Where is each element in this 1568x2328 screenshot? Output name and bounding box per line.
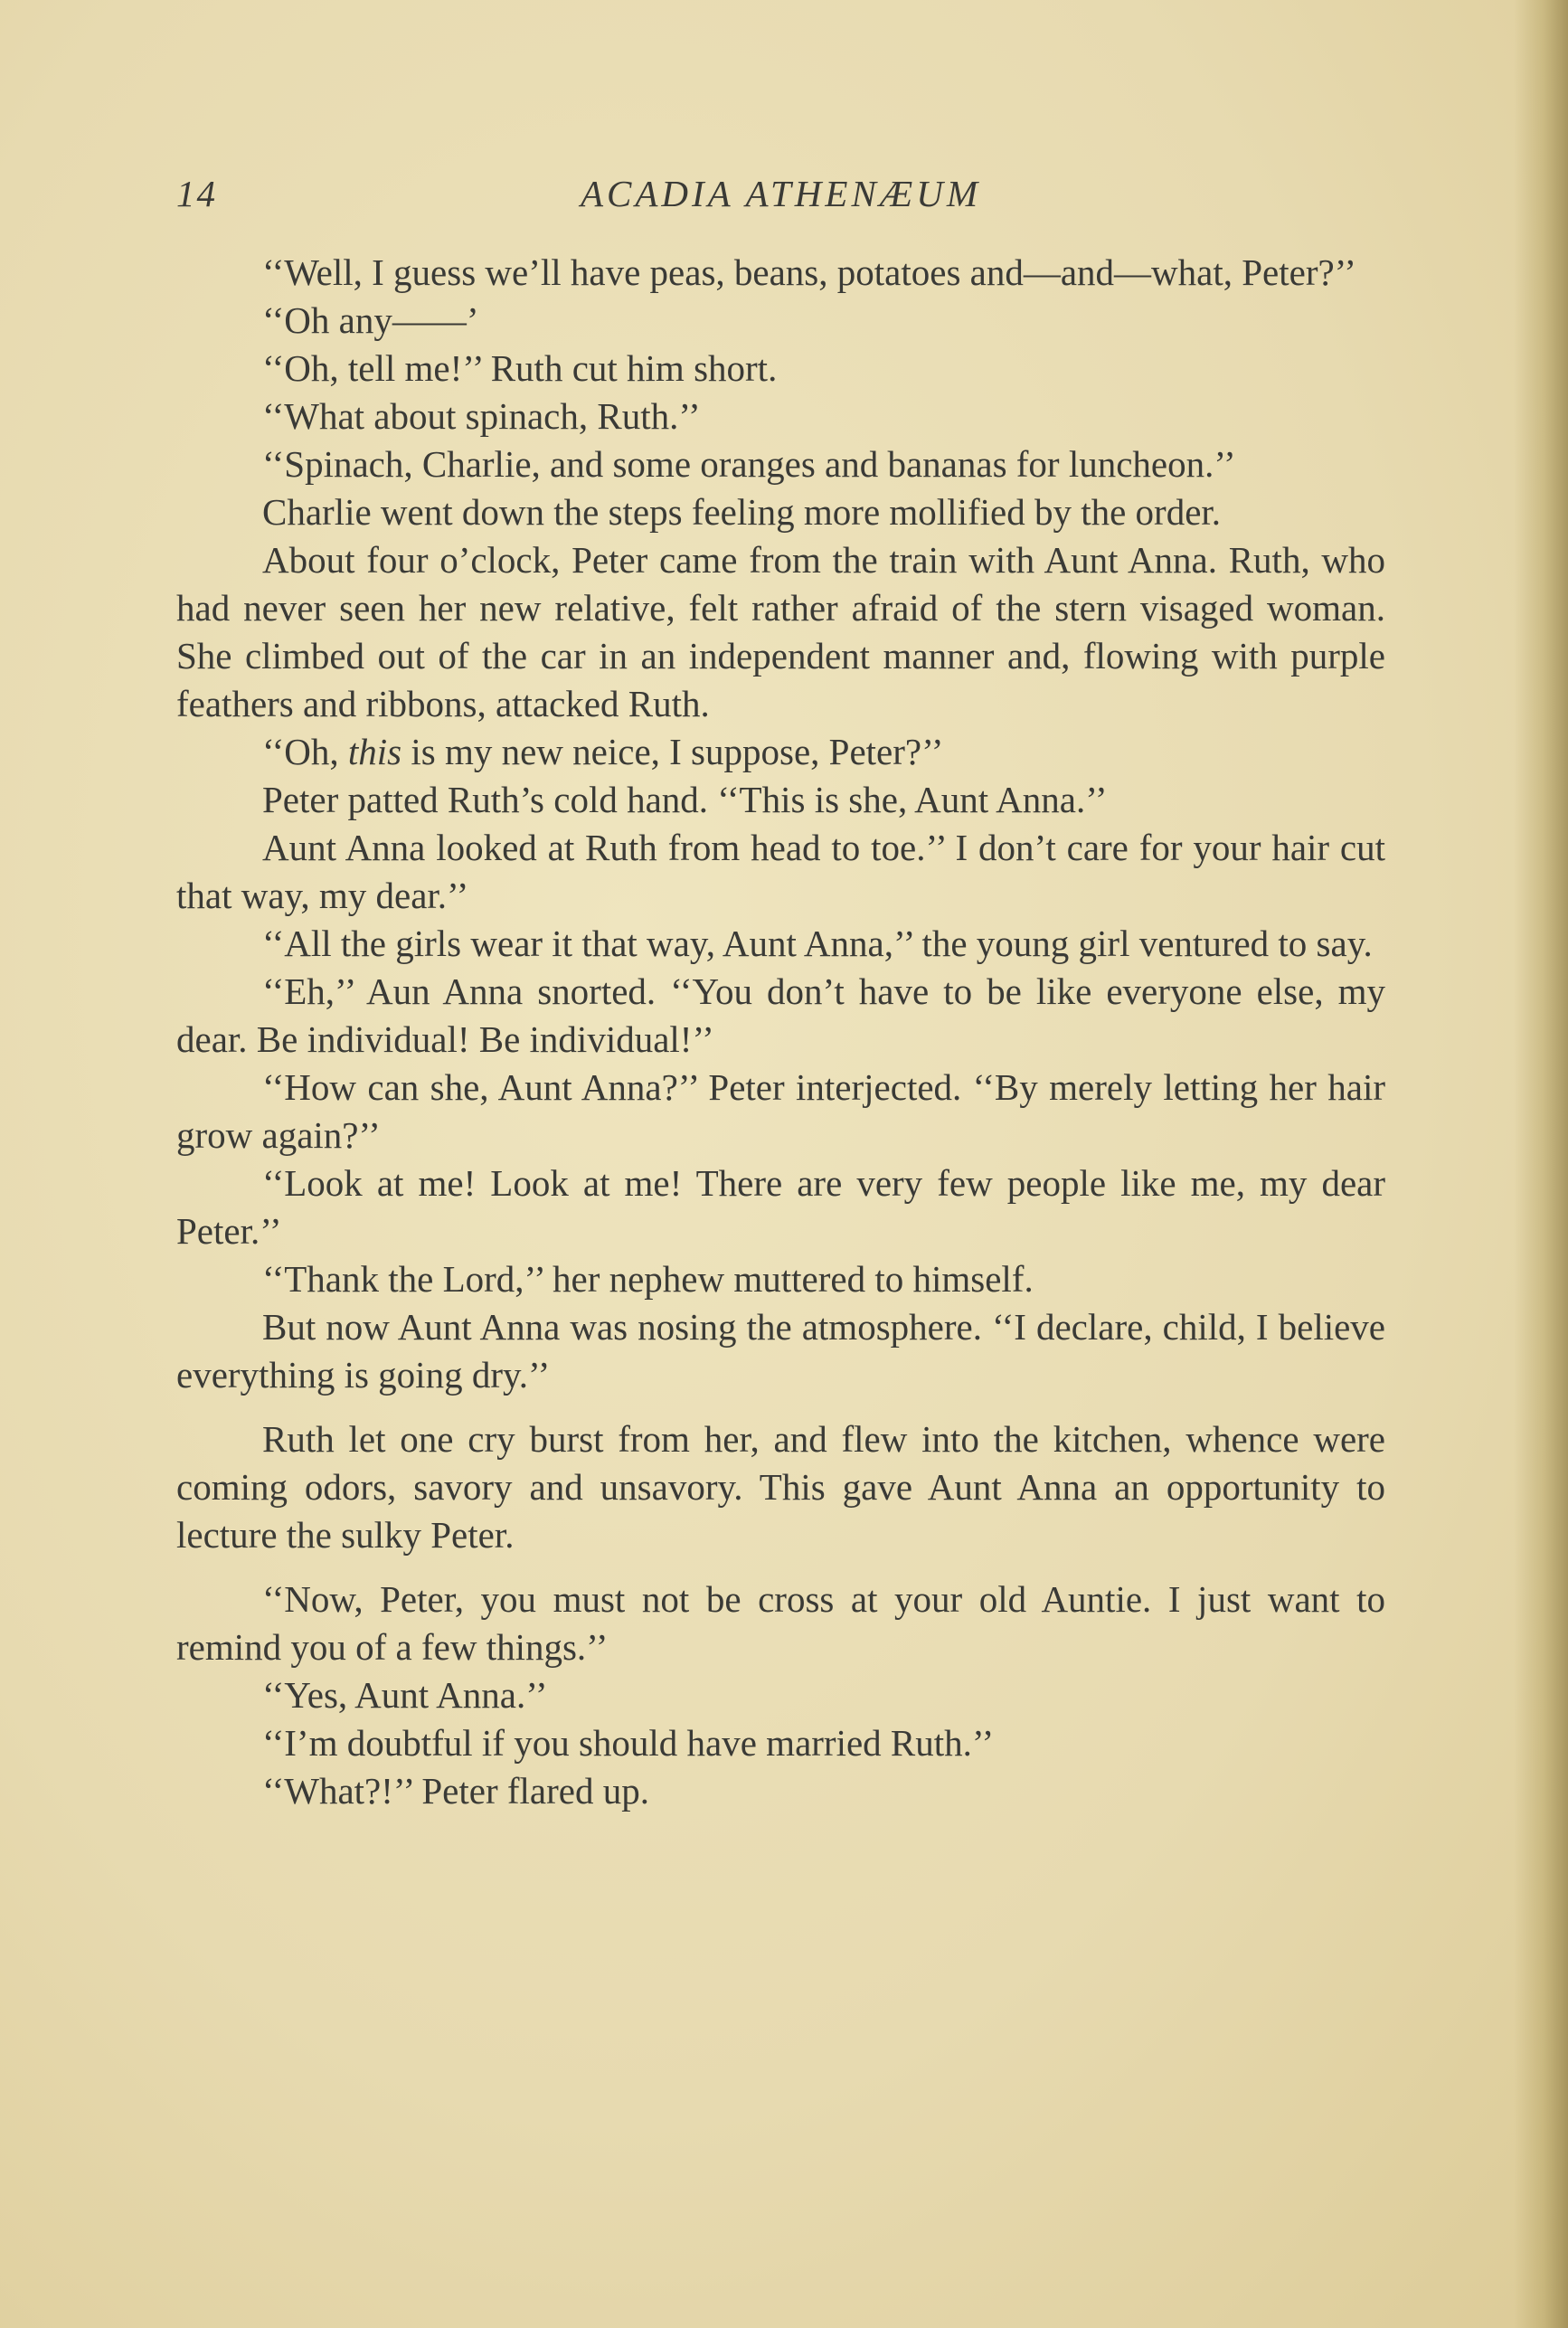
paragraph: Ruth let one cry burst from her, and flew into the kitchen, whence were coming odors, savory and unsavory. This gave Aunt Anna an opportunity to lecture the sulky Peter. (176, 1418, 1385, 1556)
paragraph: Peter patted Ruth’s cold hand. ‘‘This is she, Aunt Anna.’’ (262, 779, 1108, 820)
paragraph-text: ‘‘Oh, (262, 731, 348, 772)
page-edge-shadow (1514, 0, 1568, 2328)
paragraph-text: is my new neice, I suppose, Peter?’’ (401, 731, 944, 772)
paragraph: ‘‘What about spinach, Ruth.’’ (262, 395, 701, 437)
paragraph: ‘‘Well, I guess we’ll have peas, beans, potatoes and—and—what, Peter?’’ (262, 251, 1356, 293)
paragraph (176, 728, 1385, 776)
paragraph: About four o’clock, Peter came from the train with Aunt Anna. Ruth, who had never seen her new relative, felt rather afraid of the stern visaged woman. She climbed out of the car in an independent manner and, flowing with purple feathers and ribbons, attacked Ruth. (176, 539, 1385, 724)
body-text (176, 249, 1385, 1815)
paragraph: ‘‘Spinach, Charlie, and some oranges and bananas for luncheon.’’ (262, 443, 1236, 485)
paragraph: ‘‘Oh any——’ (262, 299, 479, 341)
paragraph: ‘‘Look at me! Look at me! There are very few people like me, my dear Peter.’’ (176, 1162, 1385, 1252)
paragraph: Charlie went down the steps feeling more mollified by the order. (262, 491, 1222, 533)
page-header (176, 163, 1385, 226)
paragraph: Aunt Anna looked at Ruth from head to toe.’’ I don’t care for your hair cut that way, my dear.’’ (176, 827, 1385, 916)
paragraph: ‘‘Thank the Lord,’’ her nephew muttered to himself. (262, 1258, 1034, 1300)
paragraph: ‘‘How can she, Aunt Anna?’’ Peter interjected. ‘‘By merely letting her hair grow again?’’ (176, 1066, 1385, 1156)
book-page (176, 163, 1385, 2243)
paragraph: ‘‘I’m doubtful if you should have married Ruth.’’ (262, 1722, 995, 1764)
running-title: ACADIA ATHENÆUM (580, 173, 982, 214)
paragraph: ‘‘All the girls wear it that way, Aunt Anna,’’ the young girl ventured to say. (262, 923, 1373, 964)
page-number: 14 (176, 173, 217, 214)
paragraph: ‘‘Now, Peter, you must not be cross at your old Auntie. I just want to remind you of a few things.’’ (176, 1578, 1385, 1668)
paragraph: ‘‘Eh,’’ Aun Anna snorted. ‘‘You don’t have to be like everyone else, my dear. Be individual! Be individual!’’ (176, 970, 1385, 1060)
paragraph: ‘‘Yes, Aunt Anna.’’ (262, 1674, 548, 1716)
paragraph: ‘‘Oh, tell me!’’ Ruth cut him short. (262, 347, 778, 389)
paragraph: But now Aunt Anna was nosing the atmosphere. ‘‘I declare, child, I believe everything is going dry.’’ (176, 1306, 1385, 1396)
paragraph: ‘‘What?!’’ Peter flared up. (262, 1770, 649, 1812)
emphasis: this (347, 731, 402, 772)
